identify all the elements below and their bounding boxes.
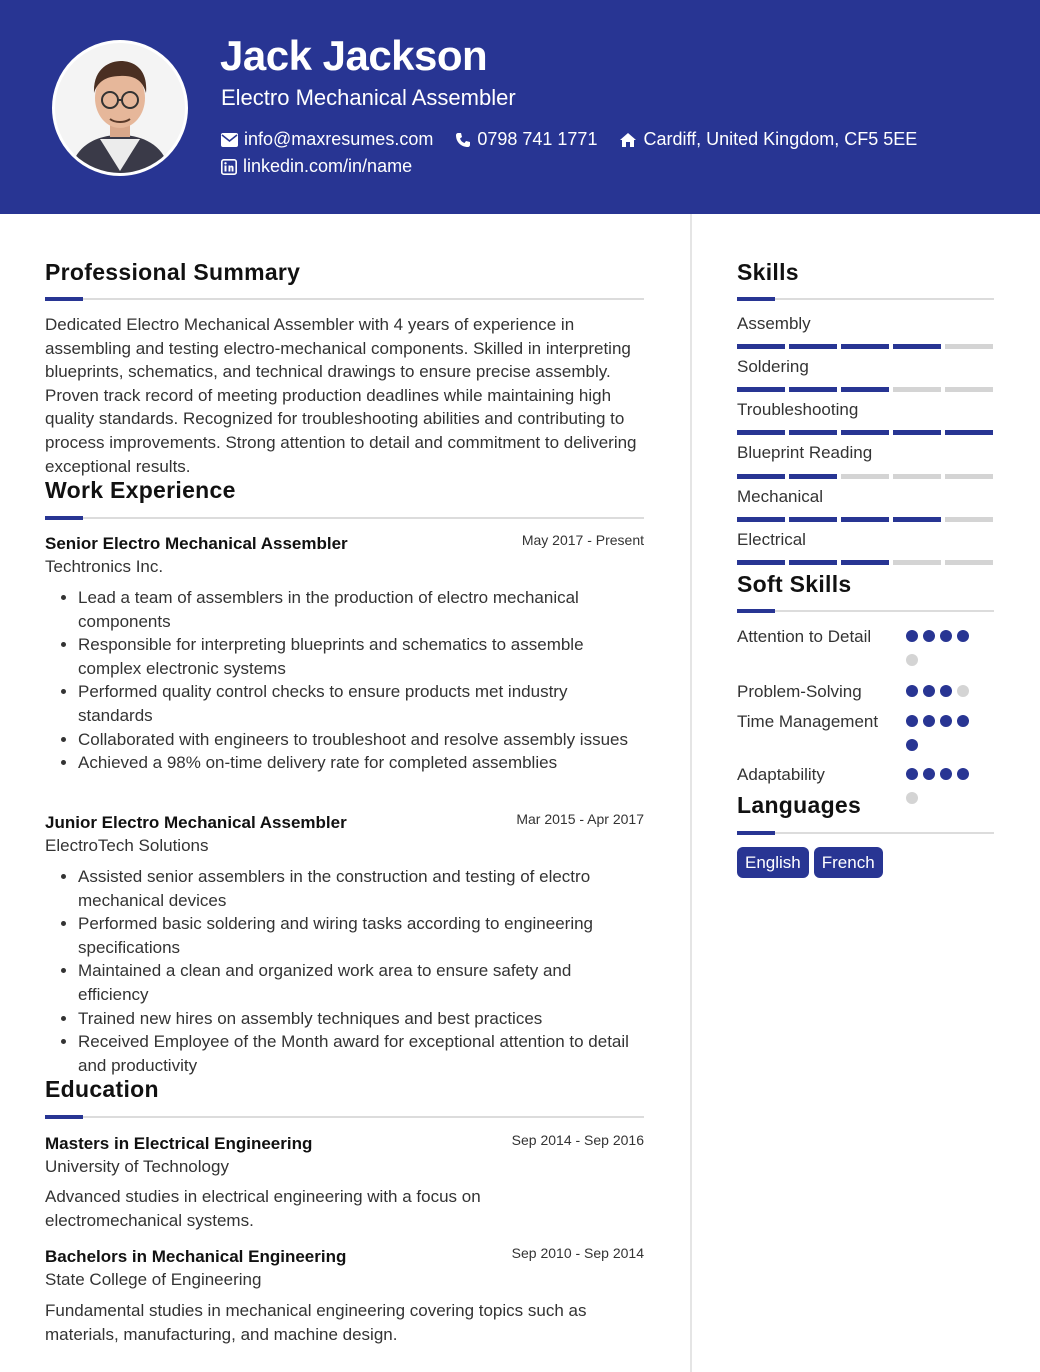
soft-skill-dot — [940, 768, 952, 780]
soft-skill-name: Adaptability — [737, 765, 825, 784]
list-item: • Maintained a clean and organized work area to ensure safety and efficiency — [78, 959, 645, 1006]
skill-level-segment — [893, 387, 941, 392]
skill-level-segment — [737, 430, 785, 435]
phone-text: 0798 741 1771 — [477, 129, 598, 149]
contact-row-2 — [221, 156, 434, 177]
profile-photo — [52, 40, 188, 176]
soft-skill-dot — [957, 715, 969, 727]
soft-skill-name: Time Management — [737, 712, 879, 731]
soft-skill-dot — [923, 685, 935, 697]
language-badge: English — [737, 847, 809, 878]
skill-name: Mechanical — [737, 487, 823, 506]
soft-skill-dot — [906, 715, 918, 727]
skill-bar — [737, 517, 997, 522]
skill-level-segment — [841, 474, 889, 479]
education-desc: Fundamental studies in mechanical engineering covering topics such as materials, manufacturing, and machine design. — [45, 1301, 587, 1344]
job-title-headline: Electro Mechanical Assembler — [221, 85, 516, 110]
contact-row — [221, 129, 939, 150]
list-item: • Performed basic soldering and wiring tasks according to engineering specifications — [78, 912, 645, 959]
skill-level-segment — [945, 344, 993, 349]
job-bullets — [45, 586, 645, 775]
contact-email[interactable] — [221, 129, 433, 150]
contact-phone[interactable] — [455, 129, 597, 150]
school-name: State College of Engineering — [45, 1270, 262, 1289]
soft-skill-dot — [957, 768, 969, 780]
job-title: Senior Electro Mechanical Assembler — [45, 534, 348, 553]
list-item: • Lead a team of assemblers in the production of electro mechanical components — [78, 586, 645, 633]
skill-level-segment — [893, 560, 941, 565]
skill-level-segment — [841, 344, 889, 349]
section-title-skills: Skills — [737, 259, 799, 285]
skill-level-segment — [945, 517, 993, 522]
soft-skill-dot — [906, 739, 918, 751]
school-name: University of Technology — [45, 1157, 229, 1176]
skill-level-segment — [893, 517, 941, 522]
soft-skill-dot — [923, 715, 935, 727]
skill-bar — [737, 474, 997, 479]
skill-level-segment — [789, 430, 837, 435]
section-rule — [737, 832, 994, 834]
job-date: Mar 2015 - Apr 2017 — [516, 811, 644, 827]
soft-skill-dot — [940, 630, 952, 642]
section-rule — [45, 298, 644, 300]
job-bullets — [45, 865, 645, 1077]
skill-bar — [737, 344, 997, 349]
degree-title: Masters in Electrical Engineering — [45, 1134, 313, 1153]
education-date: Sep 2010 - Sep 2014 — [511, 1245, 644, 1261]
section-title-experience: Work Experience — [45, 477, 236, 503]
section-title-summary: Professional Summary — [45, 259, 301, 285]
skill-level-segment — [737, 387, 785, 392]
list-item: • Performed quality control checks to ensure products met industry standards — [78, 680, 645, 727]
section-rule — [737, 610, 994, 612]
home-icon — [619, 132, 637, 148]
languages-list — [737, 847, 888, 878]
soft-skill-dots — [906, 685, 980, 709]
skill-level-segment — [841, 430, 889, 435]
section-title-languages: Languages — [737, 792, 862, 818]
list-item: • Received Employee of the Month award for exceptional attention to detail and productivity — [78, 1030, 645, 1077]
job-title: Junior Electro Mechanical Assembler — [45, 813, 347, 832]
soft-skill-dots — [906, 715, 980, 763]
section-title-soft-skills: Soft Skills — [737, 571, 852, 597]
soft-skill-dot — [923, 630, 935, 642]
skill-level-segment — [789, 344, 837, 349]
list-item: • Assisted senior assemblers in the construction and testing of electro mechanical devices — [78, 865, 645, 912]
skill-level-segment — [789, 517, 837, 522]
skill-name: Blueprint Reading — [737, 443, 873, 462]
skill-name: Electrical — [737, 530, 806, 549]
summary-text: Dedicated Electro Mechanical Assembler with 4 years of experience in assembling and testing electro-mechanical components. Skilled in interpreting blueprints, schematics, and technical drawings to ensure precise assembly. Proven track record of meeting production deadlines while maintaining high quality standards. Recognized for troubleshooting abilities and contributing to process improvements. Strong attention to detail and commitment to delivering exceptional results. — [45, 315, 637, 476]
job-company: ElectroTech Solutions — [45, 836, 209, 855]
skill-name: Troubleshooting — [737, 400, 859, 419]
skill-level-segment — [945, 430, 993, 435]
education-date: Sep 2014 - Sep 2016 — [511, 1132, 644, 1148]
soft-skill-dot — [906, 768, 918, 780]
soft-skill-name: Attention to Detail — [737, 627, 872, 646]
skill-name: Assembly — [737, 314, 811, 333]
linkedin-icon — [221, 159, 237, 175]
skill-level-segment — [945, 560, 993, 565]
job-date: May 2017 - Present — [521, 532, 644, 548]
envelope-icon — [221, 133, 238, 147]
degree-title: Bachelors in Mechanical Engineering — [45, 1247, 347, 1266]
skill-level-segment — [737, 517, 785, 522]
skill-level-segment — [945, 387, 993, 392]
list-item: • Collaborated with engineers to troubleshoot and resolve assembly issues — [78, 728, 645, 752]
soft-skill-name: Problem-Solving — [737, 682, 862, 701]
list-item: • Trained new hires on assembly techniques and best practices — [78, 1007, 645, 1031]
linkedin-text: linkedin.com/in/name — [243, 156, 413, 176]
location-text: Cardiff, United Kingdom, CF5 5EE — [643, 129, 918, 149]
soft-skill-dots — [906, 768, 980, 816]
skill-level-segment — [737, 344, 785, 349]
skill-bar — [737, 560, 997, 565]
resume-header — [0, 0, 1040, 214]
column-divider — [690, 214, 692, 1372]
email-text: info@maxresumes.com — [244, 129, 434, 149]
skill-name: Soldering — [737, 357, 809, 376]
soft-skill-dot — [940, 715, 952, 727]
skill-bar — [737, 430, 997, 435]
skill-level-segment — [737, 474, 785, 479]
soft-skill-dot — [940, 685, 952, 697]
soft-skill-dot — [906, 685, 918, 697]
education-desc: Advanced studies in electrical engineering with a focus on electromechanical systems. — [45, 1187, 481, 1230]
skill-level-segment — [789, 560, 837, 565]
job-company: Techtronics Inc. — [45, 557, 164, 576]
skill-level-segment — [789, 387, 837, 392]
contact-linkedin[interactable] — [221, 156, 412, 177]
soft-skill-dot — [906, 654, 918, 666]
list-item: • Achieved a 98% on-time delivery rate for completed assemblies — [78, 751, 645, 775]
skill-level-segment — [841, 560, 889, 565]
candidate-name: Jack Jackson — [220, 32, 488, 79]
list-item: • Responsible for interpreting blueprints and schematics to assemble complex electronic systems — [78, 633, 645, 680]
phone-icon — [455, 132, 471, 148]
soft-skill-dot — [906, 630, 918, 642]
skill-level-segment — [737, 560, 785, 565]
section-title-education: Education — [45, 1076, 159, 1102]
soft-skill-dot — [906, 792, 918, 804]
skill-level-segment — [841, 387, 889, 392]
soft-skill-dots — [906, 630, 980, 678]
skill-level-segment — [893, 430, 941, 435]
section-rule — [737, 298, 994, 300]
soft-skill-dot — [957, 630, 969, 642]
soft-skill-dot — [957, 685, 969, 697]
skill-bar — [737, 387, 997, 392]
skill-level-segment — [945, 474, 993, 479]
skill-level-segment — [841, 517, 889, 522]
skill-level-segment — [893, 344, 941, 349]
contact-location — [619, 129, 917, 150]
soft-skill-dot — [923, 768, 935, 780]
skill-level-segment — [893, 474, 941, 479]
language-badge: French — [814, 847, 883, 878]
section-rule — [45, 1116, 644, 1118]
skill-level-segment — [789, 474, 837, 479]
section-rule — [45, 517, 644, 519]
